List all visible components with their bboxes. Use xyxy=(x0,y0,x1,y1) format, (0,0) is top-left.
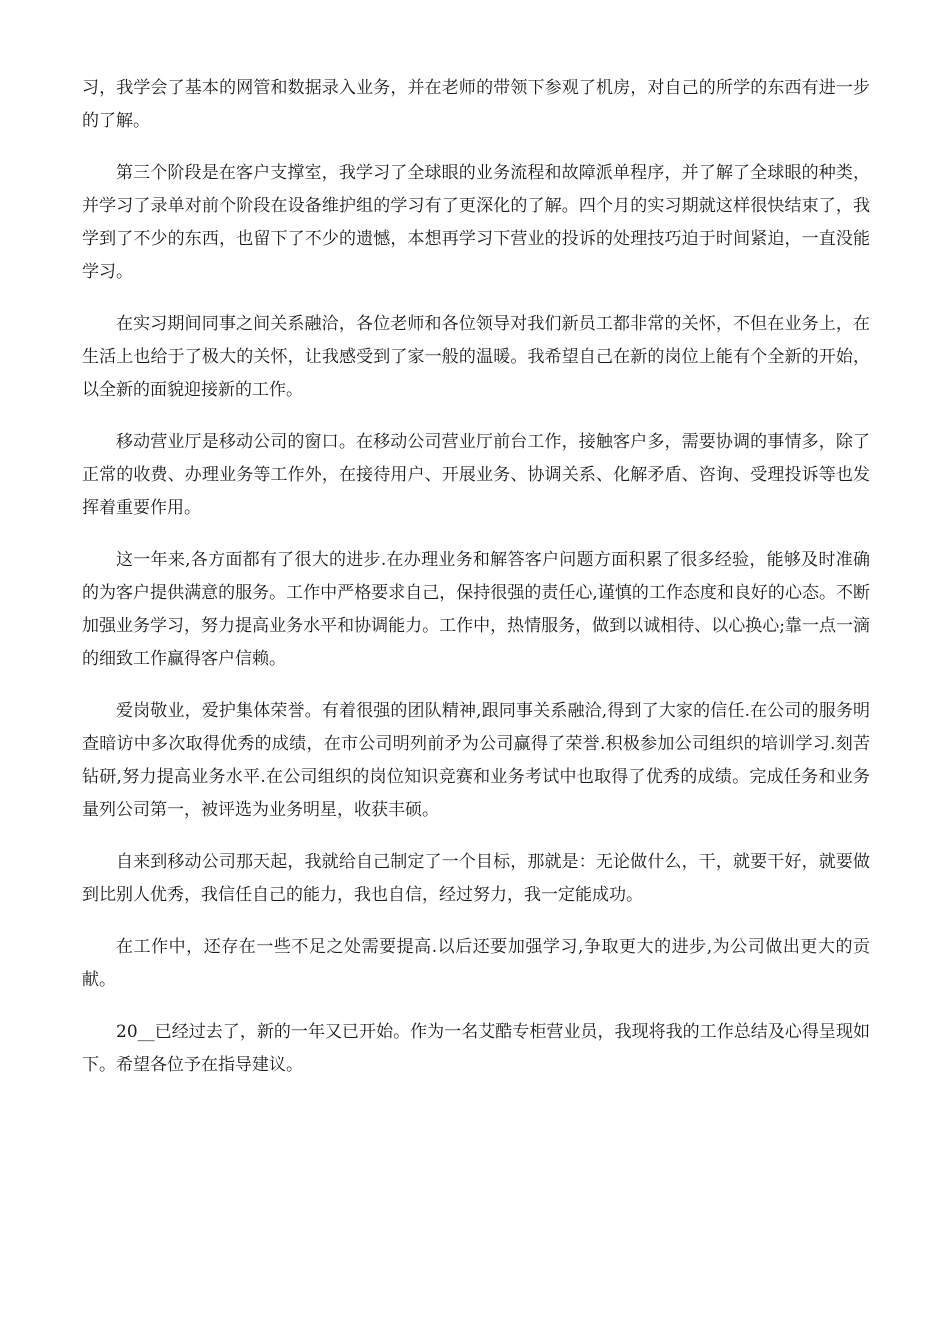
paragraph-5: 这一年来,各方面都有了很大的进步.在办理业务和解答客户问题方面积累了很多经验，能够及时准确的为客户提供满意的服务。工作中严格要求自己，保持很强的责任心,谨慎的工作态度和良好的心态。不断加强业务学习，努力提高业务水平和协调能力。工作中，热情服务，做到以诚相待、以心换心;靠一点一滴的细致工作赢得客户信赖。 xyxy=(82,550,870,669)
paragraph-9: 20__已经过去了，新的一年又已开始。作为一名艾酷专柜营业员，我现将我的工作总结及心得呈现如下。希望各位予在指导建议。 xyxy=(82,1022,870,1075)
paragraph-2: 第三个阶段是在客户支撑室，我学习了全球眼的业务流程和故障派单程序，并了解了全球眼的种类，并学习了录单对前个阶段在设备维护组的学习有了更深化的了解。四个月的实习期就这样很快结束了，我学到了不少的东西，也留下了不少的遗憾，本想再学习下营业的投诉的处理技巧迫于时间紧迫，一直没能学习。 xyxy=(82,163,870,282)
paragraph-7: 自来到移动公司那天起，我就给自己制定了一个目标，那就是：无论做什么，干，就要干好，就要做到比别人优秀，我信任自己的能力，我也自信，经过努力，我一定能成功。 xyxy=(82,852,870,905)
paragraph-8: 在工作中，还存在一些不足之处需要提高.以后还要加强学习,争取更大的进步,为公司做出更大的贡献。 xyxy=(82,937,870,990)
paragraph-6: 爱岗敬业，爱护集体荣誉。有着很强的团队精神,跟同事关系融洽,得到了大家的信任.在公司的服务明查暗访中多次取得优秀的成绩，在市公司明列前矛为公司赢得了荣誉.积极参加公司组织的培训学习.刻苦钻研,努力提高业务水平.在公司组织的岗位知识竞赛和业务考试中也取得了优秀的成绩。完成任务和业务量列公司第一，被评选为业务明星，收获丰硕。 xyxy=(82,701,870,820)
document-body xyxy=(82,72,870,1101)
paragraph-1: 习，我学会了基本的网管和数据录入业务，并在老师的带领下参观了机房，对自己的所学的东西有进一步的了解。 xyxy=(82,78,870,131)
paragraph-4: 移动营业厅是移动公司的窗口。在移动公司营业厅前台工作，接触客户多，需要协调的事情多，除了正常的收费、办理业务等工作外，在接待用户、开展业务、协调关系、化解矛盾、咨询、受理投诉等也发挥着重要作用。 xyxy=(82,432,870,518)
paragraph-3: 在实习期间同事之间关系融洽，各位老师和各位领导对我们新员工都非常的关怀，不但在业务上，在生活上也给于了极大的关怀，让我感受到了家一般的温暖。我希望自己在新的岗位上能有个全新的开始，以全新的面貌迎接新的工作。 xyxy=(82,314,870,400)
